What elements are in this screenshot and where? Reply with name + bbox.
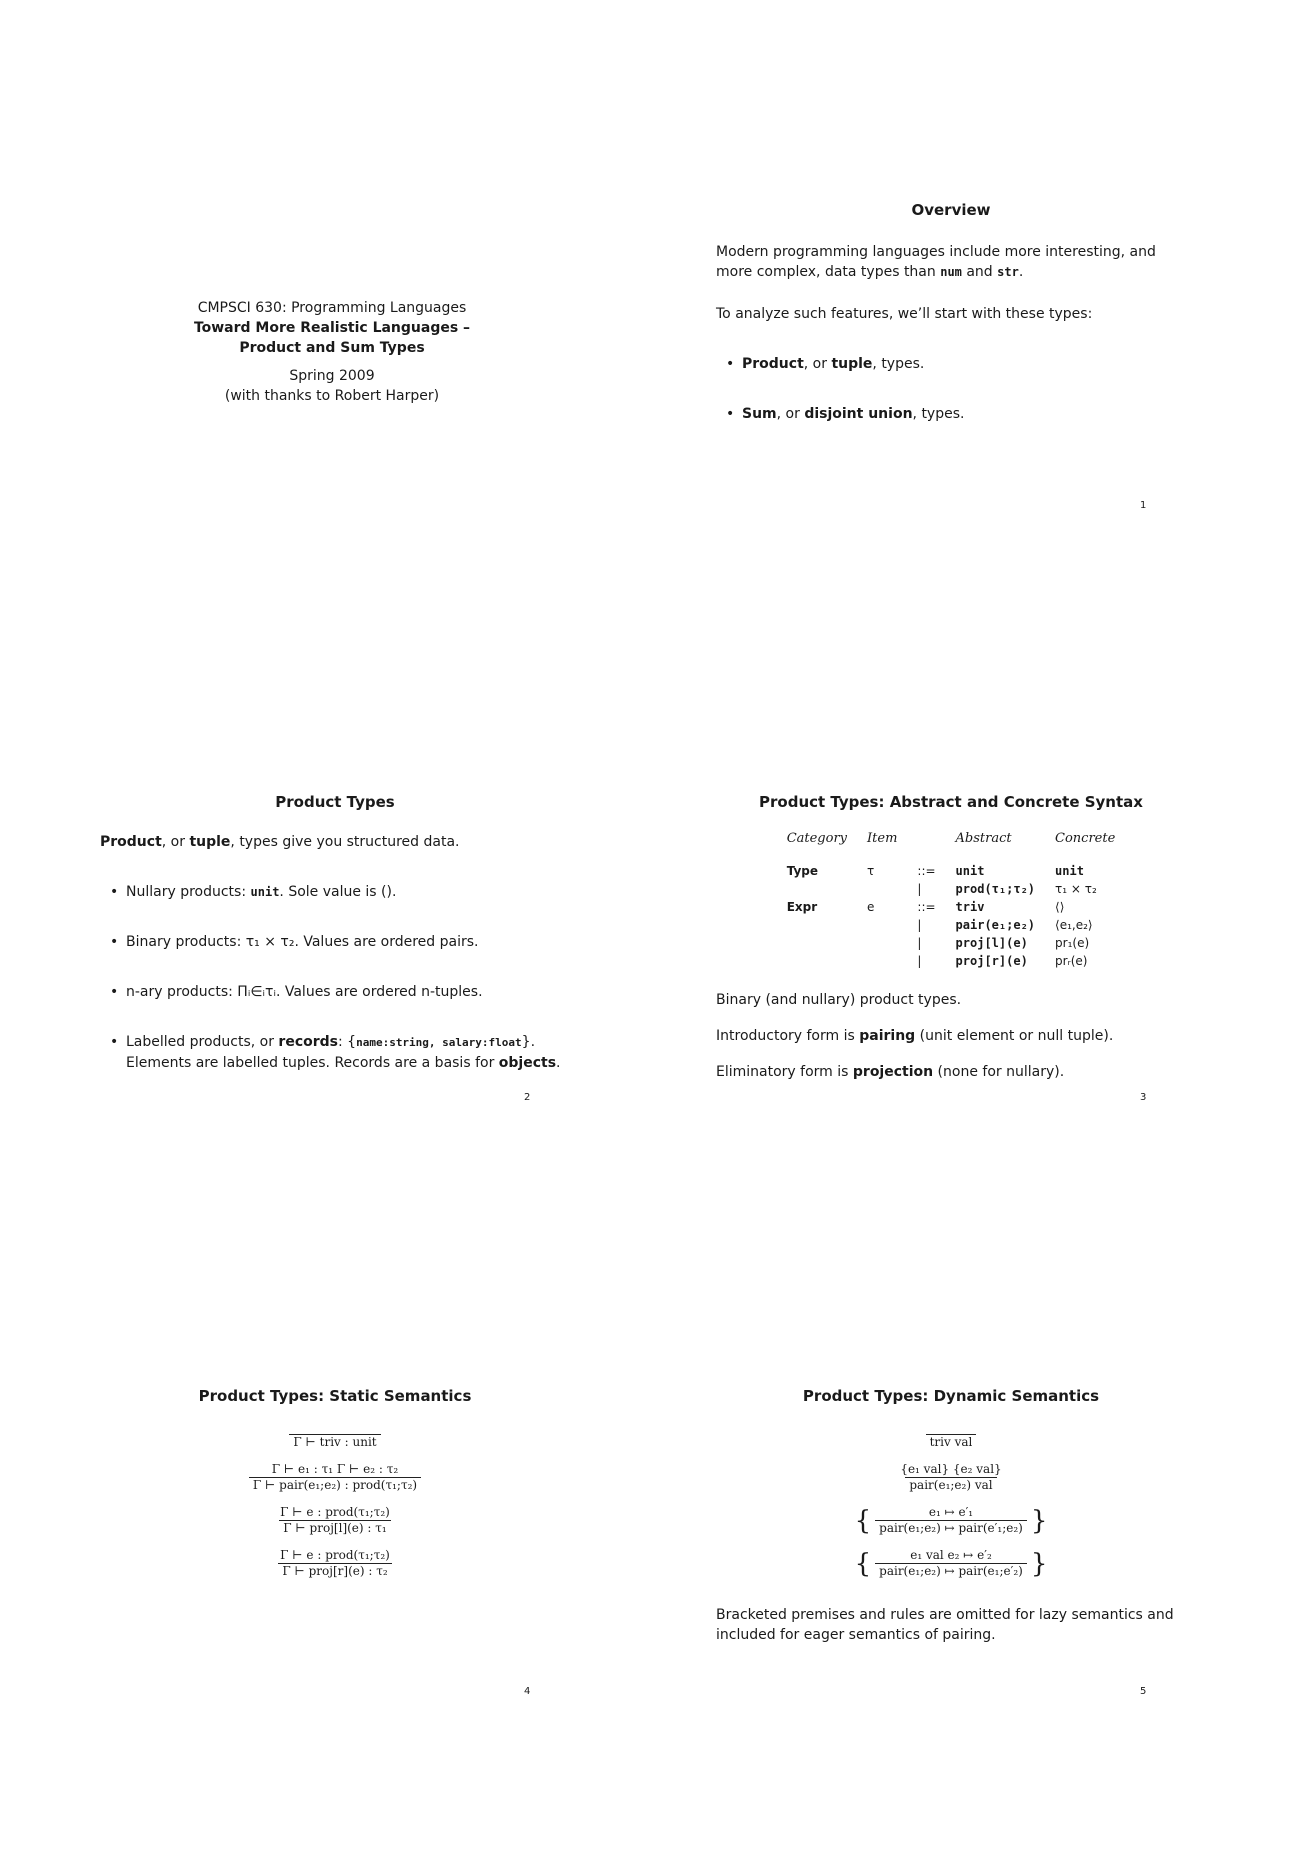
inference-rule [851, 1505, 1052, 1536]
syntax-table [777, 830, 1126, 970]
text-run: , or [803, 356, 832, 372]
slide-title: Product Types: Static Semantics [198, 1387, 472, 1405]
inference-rule [276, 1548, 394, 1579]
inference-rule [249, 1462, 421, 1493]
bullet-icon: • [110, 984, 119, 1000]
text-run: }. [521, 1034, 536, 1050]
cell [777, 952, 857, 970]
inference-rule [926, 1428, 977, 1450]
column-header: Category [786, 831, 848, 846]
rule-conclusion: Γ ⊢ pair(e₁;e₂) : prod(τ₁;τ₂) [249, 1477, 421, 1493]
cell: prᵣ(e) [1055, 954, 1088, 968]
overview-paragraph-1 [716, 242, 1186, 282]
table-row [777, 934, 1126, 952]
slide-overview [716, 200, 1186, 424]
inference-rule [851, 1548, 1052, 1579]
cell [857, 934, 907, 952]
cell: | [917, 918, 922, 932]
cell: ::= [917, 864, 936, 878]
cell: τ₁ × τ₂ [1055, 882, 1097, 896]
cell: pair(e₁;e₂) [955, 918, 1036, 932]
lecture-title: Toward More Realistic Languages – [193, 320, 471, 336]
slide-title: Product Types: Dynamic Semantics [802, 1387, 1100, 1405]
column-header: Abstract [955, 831, 1012, 846]
slide-title: Overview [911, 201, 991, 219]
rule-premise: Γ ⊢ e : prod(τ₁;τ₂) [280, 1548, 390, 1562]
cell [857, 952, 907, 970]
text-run: records [278, 1034, 338, 1050]
text-run: n-ary products: Πᵢ∈ᵢτᵢ. Values are ordered n-tuples. [126, 984, 483, 1000]
cell [777, 934, 857, 952]
table-row [777, 880, 1126, 898]
code-str: str [997, 265, 1019, 279]
bullet-icon: • [110, 884, 119, 900]
syntax-para-1: Binary (and nullary) product types. [716, 992, 962, 1008]
text-run: Labelled products, or [126, 1034, 279, 1050]
open-brace: { [854, 1505, 872, 1536]
text-run: , types. [872, 356, 925, 372]
text-run: , or [161, 834, 190, 850]
cell: e [867, 900, 875, 914]
cell: unit [1055, 864, 1084, 878]
bullet-icon: • [726, 356, 735, 372]
column-header: Concrete [1055, 831, 1116, 846]
text-run: disjoint union [804, 406, 913, 422]
cell: τ [867, 864, 875, 878]
page-number: 5 [1140, 1686, 1147, 1697]
text-run: projection [852, 1064, 934, 1080]
product-kinds-list [100, 882, 570, 1073]
cell: ⟨⟩ [1055, 900, 1065, 914]
text-run: objects [498, 1055, 557, 1071]
text-run: Nullary products: [126, 884, 251, 900]
overview-list [716, 354, 1186, 424]
code-unit: unit [250, 885, 280, 899]
page-number: 4 [524, 1686, 531, 1697]
bullet-icon: • [110, 1034, 119, 1050]
bullet-icon: • [726, 406, 735, 422]
text-run: and [961, 264, 998, 280]
page-number: 1 [1140, 500, 1147, 511]
text-run: . Sole value is (). [279, 884, 397, 900]
cell: pr₁(e) [1055, 936, 1090, 950]
slide-title-page [72, 298, 592, 406]
cell [857, 880, 907, 898]
text-run: , types give you structured data. [230, 834, 460, 850]
table-row [777, 916, 1126, 934]
rule-premise: e₁ val e₂ ↦ e′₂ [910, 1548, 992, 1562]
rule-conclusion: pair(e₁;e₂) ↦ pair(e₁;e′₂) [875, 1563, 1027, 1579]
text-run: : { [338, 1034, 357, 1050]
credits: (with thanks to Robert Harper) [224, 388, 440, 404]
cell: ::= [917, 900, 936, 914]
cell: triv [955, 900, 985, 914]
list-item [716, 404, 1186, 424]
open-brace: { [854, 1548, 872, 1579]
text-run: , types. [912, 406, 965, 422]
dynamic-rules [716, 1428, 1186, 1591]
rule-conclusion: pair(e₁;e₂) ↦ pair(e′₁;e₂) [875, 1520, 1027, 1536]
text-run: (unit element or null tuple). [915, 1028, 1114, 1044]
syntax-para-3 [716, 1062, 1186, 1082]
code-num: num [940, 265, 962, 279]
syntax-para-2 [716, 1026, 1186, 1046]
rule-conclusion: Γ ⊢ proj[l](e) : τ₁ [279, 1520, 390, 1536]
text-run: Product [100, 834, 162, 850]
rule-premise: {e₁ val} {e₂ val} [900, 1462, 1002, 1476]
rule-conclusion: Γ ⊢ triv : unit [289, 1434, 380, 1450]
table-header-row [777, 830, 1126, 862]
inference-rule [276, 1505, 394, 1536]
intro-paragraph [100, 832, 570, 852]
text-run: Product [742, 356, 804, 372]
rule-premise: Γ ⊢ e₁ : τ₁ Γ ⊢ e₂ : τ₂ [271, 1462, 399, 1476]
text-run: Eliminatory form is [716, 1064, 853, 1080]
list-item [100, 882, 570, 902]
column-header [907, 830, 945, 862]
text-run: (none for nullary). [933, 1064, 1065, 1080]
page-number: 2 [524, 1092, 531, 1103]
cell [777, 916, 857, 934]
dynamic-note: Bracketed premises and rules are omitted for lazy semantics and included for eager semantics of pairing. [716, 1607, 1174, 1643]
text-run: pairing [859, 1028, 916, 1044]
cell: | [917, 936, 922, 950]
table-row [777, 952, 1126, 970]
slide-title: Product Types: Abstract and Concrete Syntax [759, 793, 1143, 811]
text-run: Binary products: τ₁ × τ₂. Values are ordered pairs. [126, 934, 479, 950]
text-run: Elements are labelled tuples. Records are a basis for [126, 1055, 499, 1071]
table-row [777, 898, 1126, 916]
text-run: , or [776, 406, 805, 422]
static-rules [100, 1428, 570, 1591]
column-header: Item [867, 831, 898, 846]
text-run: . [556, 1055, 561, 1071]
text-run: . [1018, 264, 1024, 280]
cell [777, 880, 857, 898]
slide-syntax [716, 792, 1186, 1082]
overview-paragraph-2: To analyze such features, we’ll start with these types: [716, 306, 1093, 322]
term: Spring 2009 [289, 368, 375, 384]
page-number: 3 [1140, 1092, 1147, 1103]
list-item [100, 932, 570, 952]
list-item [100, 1032, 570, 1073]
cell: unit [955, 864, 985, 878]
text-run: Modern programming languages include more interesting, and more complex, data types than [716, 244, 1156, 280]
cell: ⟨e₁,e₂⟩ [1055, 918, 1093, 932]
cell: Expr [786, 900, 818, 914]
table-row [777, 862, 1126, 880]
bullet-icon: • [110, 934, 119, 950]
code-record: name:string, salary:float [356, 1036, 522, 1049]
course-title: CMPSCI 630: Programming Languages [197, 300, 467, 316]
text-run: tuple [189, 834, 231, 850]
slide-product-types [100, 792, 570, 1073]
cell: proj[r](e) [955, 954, 1028, 968]
slide-title: Product Types [275, 793, 395, 811]
rule-conclusion: triv val [926, 1434, 977, 1450]
rule-premise: e₁ ↦ e′₁ [928, 1505, 974, 1519]
rule-conclusion: pair(e₁;e₂) val [905, 1477, 996, 1493]
rule-conclusion: Γ ⊢ proj[r](e) : τ₂ [278, 1563, 391, 1579]
text-run: tuple [831, 356, 873, 372]
inference-rule [896, 1462, 1005, 1493]
text-run: Introductory form is [716, 1028, 860, 1044]
slide-dynamic-semantics [716, 1386, 1186, 1645]
cell: prod(τ₁;τ₂) [955, 882, 1036, 896]
text-run: Sum [742, 406, 777, 422]
slide-static-semantics [100, 1386, 570, 1591]
cell: | [917, 954, 922, 968]
close-brace: } [1030, 1548, 1048, 1579]
list-item [100, 982, 570, 1002]
cell: Type [786, 864, 818, 878]
rule-premise: Γ ⊢ e : prod(τ₁;τ₂) [280, 1505, 390, 1519]
close-brace: } [1030, 1505, 1048, 1536]
inference-rule [289, 1428, 380, 1450]
cell: | [917, 882, 922, 896]
cell: proj[l](e) [955, 936, 1028, 950]
cell [857, 916, 907, 934]
list-item [716, 354, 1186, 374]
lecture-subtitle: Product and Sum Types [239, 340, 425, 356]
